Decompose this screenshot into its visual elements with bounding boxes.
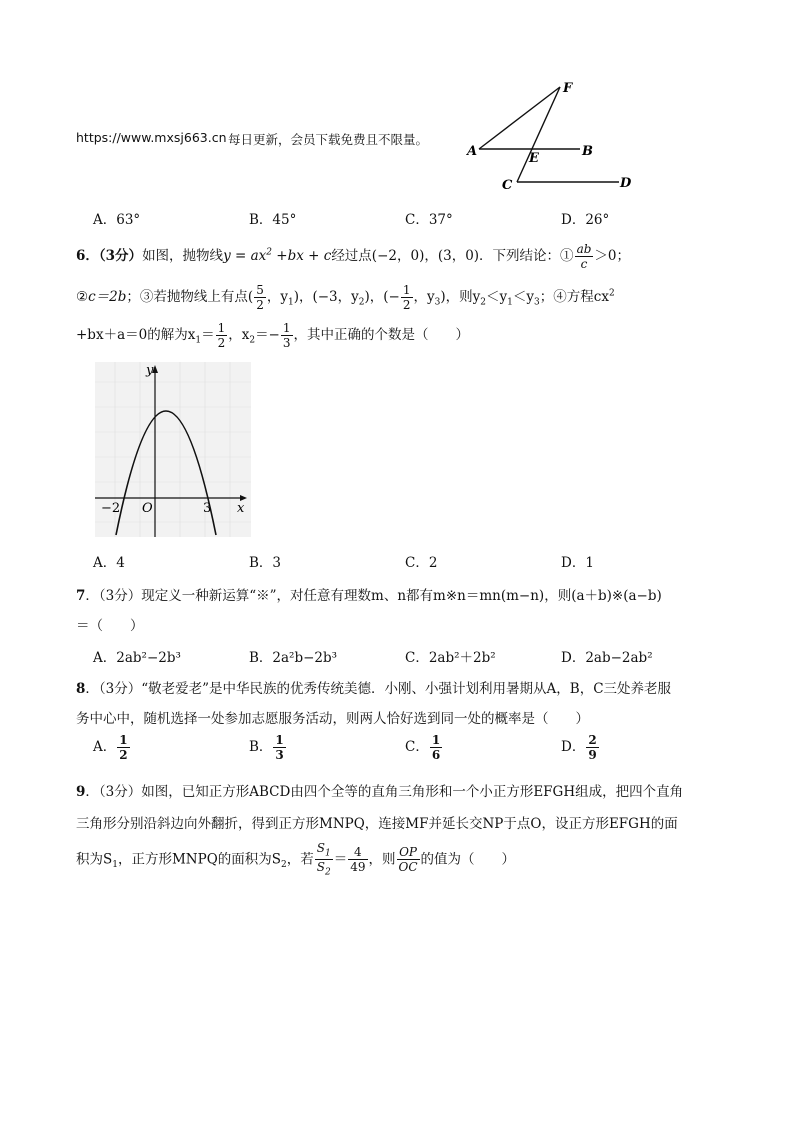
graph-label-y: y bbox=[146, 363, 154, 378]
q7-text-1: ．（3分）现定义一种新运算“※”，对任意有理数m、n都有m※n＝mn(m−n)，则(a＋b)※(a−b) bbox=[85, 588, 662, 604]
q6-l2e: )，(−3，y bbox=[293, 289, 359, 305]
q6-line-3: +bx＋a＝0的解为$x_1=$ $\frac{1}{2}$ ，$x_2=-$ $\frac{1}{3}$ ，其中正确的个数是（ ） bbox=[76, 321, 470, 350]
q8-option-d bbox=[561, 734, 600, 761]
label-d: D bbox=[620, 176, 632, 191]
header-note: 每日更新，会员下载免费且不限量。 bbox=[228, 132, 429, 147]
q6-frac-1-2: $\frac{1}{2}$ bbox=[402, 283, 411, 312]
q6-line-1 bbox=[76, 243, 630, 270]
q8-option-a-label: A． bbox=[93, 739, 117, 755]
q5-option-c: C．37° bbox=[405, 212, 453, 228]
q7-line-1 bbox=[76, 584, 662, 604]
q6-fraction-ab-c: $\frac{ab}{c}$ bbox=[576, 242, 592, 271]
q5-figure bbox=[462, 76, 638, 192]
q8-option-b-label: B． bbox=[249, 739, 273, 755]
q6-text-3: ＞0； bbox=[594, 248, 630, 264]
q9-line-3: 积为$S_1$，正方形MNPQ的面积为$S_2$，若 $\frac{S_1}{S_2}$ ＝ $\frac{4}{49}$ ，则 $\frac{OP}{OC}$ 的值为（ ） bbox=[76, 841, 516, 878]
q6-l2i: ＜y bbox=[486, 289, 508, 305]
q6-l2j: ＜y bbox=[512, 289, 535, 305]
q8-option-d-den: 9 bbox=[588, 748, 597, 762]
q8-option-d-label: D． bbox=[561, 739, 586, 755]
q6-text-1: 如图，抛物线 bbox=[142, 248, 224, 264]
q6-l2k: ；④方程cx bbox=[539, 289, 609, 305]
q6-l2f: )，(− bbox=[364, 289, 400, 305]
q8-line-2: 务中心中，随机选择一处参加志愿服务活动，则两人恰好选到同一处的概率是（ ） bbox=[76, 711, 589, 727]
graph-label-3: 3 bbox=[203, 501, 212, 516]
q6-l2c: ；③若抛物线上有点( bbox=[126, 289, 254, 305]
q6-l3b: ＝ bbox=[201, 327, 215, 343]
q9-number: 9 bbox=[76, 784, 86, 800]
q8-option-c-den: 6 bbox=[431, 748, 441, 762]
q6-graph bbox=[95, 362, 251, 537]
q6-l3c: ，x bbox=[228, 327, 250, 343]
q8-line-1 bbox=[76, 677, 671, 697]
graph-label-origin: O bbox=[142, 501, 153, 516]
graph-label-minus2: −2 bbox=[101, 501, 121, 516]
label-b: B bbox=[582, 144, 593, 159]
q6-text-2: 经过点(−2，0)，(3，0)．下列结论：① bbox=[331, 248, 574, 264]
q9-l3d: ，则 bbox=[368, 851, 396, 868]
q6-score: ．（3分） bbox=[85, 248, 143, 264]
q6-option-d: D．1 bbox=[561, 555, 594, 571]
q9-text-1: ．（3分）如图，已知正方形ABCD由四个全等的直角三角形和一个小正方形EFGH组成，把四个直角 bbox=[85, 784, 684, 800]
q6-equation: $y = ax^2 +bx + c$ bbox=[223, 247, 332, 264]
q6-line-2: ②c＝2b；③若抛物线上有点( $\frac{5}{2}$ ，$y_1$)，(−3，$y_2$)，(− $\frac{1}{2}$ ，$y_3$)，则$y_2<y_1<y_3$；④方程$cx^2$ bbox=[76, 283, 615, 312]
q6-number: 6 bbox=[76, 248, 86, 264]
q7-option-d: D．2ab−2ab² bbox=[561, 650, 653, 666]
q8-option-a bbox=[93, 734, 131, 761]
q7-option-b: B．2a²b−2b³ bbox=[249, 650, 338, 666]
q5-option-d: D．26° bbox=[561, 212, 610, 228]
q6-l2a: ② bbox=[76, 289, 89, 305]
q7-number: 7 bbox=[76, 588, 86, 604]
label-e: E bbox=[529, 151, 539, 166]
label-c: C bbox=[502, 178, 513, 192]
q6-option-c: C．2 bbox=[405, 555, 438, 571]
q8-option-c-num: 1 bbox=[431, 733, 441, 747]
q8-text-1: ．（3分）“敬老爱老”是中华民族的优秀传统美德．小刚、小强计划利用暑期从A，B，C三处养老服 bbox=[85, 681, 672, 697]
q6-frac-x2: $\frac{1}{3}$ bbox=[282, 321, 291, 350]
q8-option-b bbox=[249, 734, 287, 761]
graph-label-x: x bbox=[237, 501, 245, 516]
q6-l2d: ，y bbox=[266, 289, 288, 305]
q6-option-a: A．4 bbox=[93, 555, 125, 571]
q8-option-a-den: 2 bbox=[119, 748, 128, 762]
q5-option-a: A．63° bbox=[93, 212, 141, 228]
q9-frac-op-oc: $\frac{OP}{OC}$ bbox=[398, 845, 418, 875]
q8-number: 8 bbox=[76, 681, 86, 697]
q6-frac-x1: $\frac{1}{2}$ bbox=[217, 321, 226, 350]
line-fc bbox=[517, 87, 560, 182]
q6-l2h: )，则y bbox=[440, 289, 481, 305]
q6-l3e: ，其中正确的个数是（ ） bbox=[293, 327, 470, 343]
q7-line-2: ＝（ ） bbox=[76, 618, 144, 634]
q5-option-b: B．45° bbox=[249, 212, 297, 228]
q9-frac-4-49: $\frac{4}{49}$ bbox=[350, 845, 366, 875]
q9-l3b: ，正方形MNPQ的面积为S bbox=[117, 851, 282, 868]
q8-option-d-num: 2 bbox=[588, 733, 597, 747]
label-a: A bbox=[467, 144, 478, 159]
q9-frac-s1-s2: $\frac{S_1}{S_2}$ bbox=[316, 841, 331, 878]
line-af bbox=[479, 87, 560, 149]
q6-l3a: +bx＋a＝0的解为x bbox=[76, 327, 196, 343]
q8-option-b-num: 1 bbox=[275, 733, 284, 747]
q9-line-1 bbox=[76, 780, 683, 800]
q9-l3c: ，若 bbox=[286, 851, 314, 868]
q8-option-c-label: C． bbox=[405, 739, 429, 755]
q6-l3d: ＝− bbox=[255, 327, 280, 343]
q6-option-b: B．3 bbox=[249, 555, 282, 571]
label-f: F bbox=[563, 81, 573, 96]
q9-l3a: 积为S bbox=[76, 851, 113, 868]
q8-option-c bbox=[405, 734, 443, 761]
q6-frac-5-2: $\frac{5}{2}$ bbox=[256, 283, 264, 312]
q6-l2g: ，y bbox=[413, 289, 435, 305]
q8-option-a-num: 1 bbox=[119, 733, 128, 747]
q9-l3e: 的值为（ ） bbox=[420, 851, 516, 868]
header-url[interactable]: https://www.mxsj663.cn bbox=[76, 130, 227, 145]
q9-line-2: 三角形分别沿斜边向外翻折，得到正方形MNPQ，连接MF并延长交NP于点O，设正方形EFGH的面 bbox=[76, 816, 678, 832]
q7-option-a: A．2ab²−2b³ bbox=[93, 650, 181, 666]
q8-option-b-den: 3 bbox=[275, 748, 284, 762]
q7-option-c: C．2ab²＋2b² bbox=[405, 650, 496, 666]
q6-l2b: c＝2b bbox=[88, 289, 127, 305]
